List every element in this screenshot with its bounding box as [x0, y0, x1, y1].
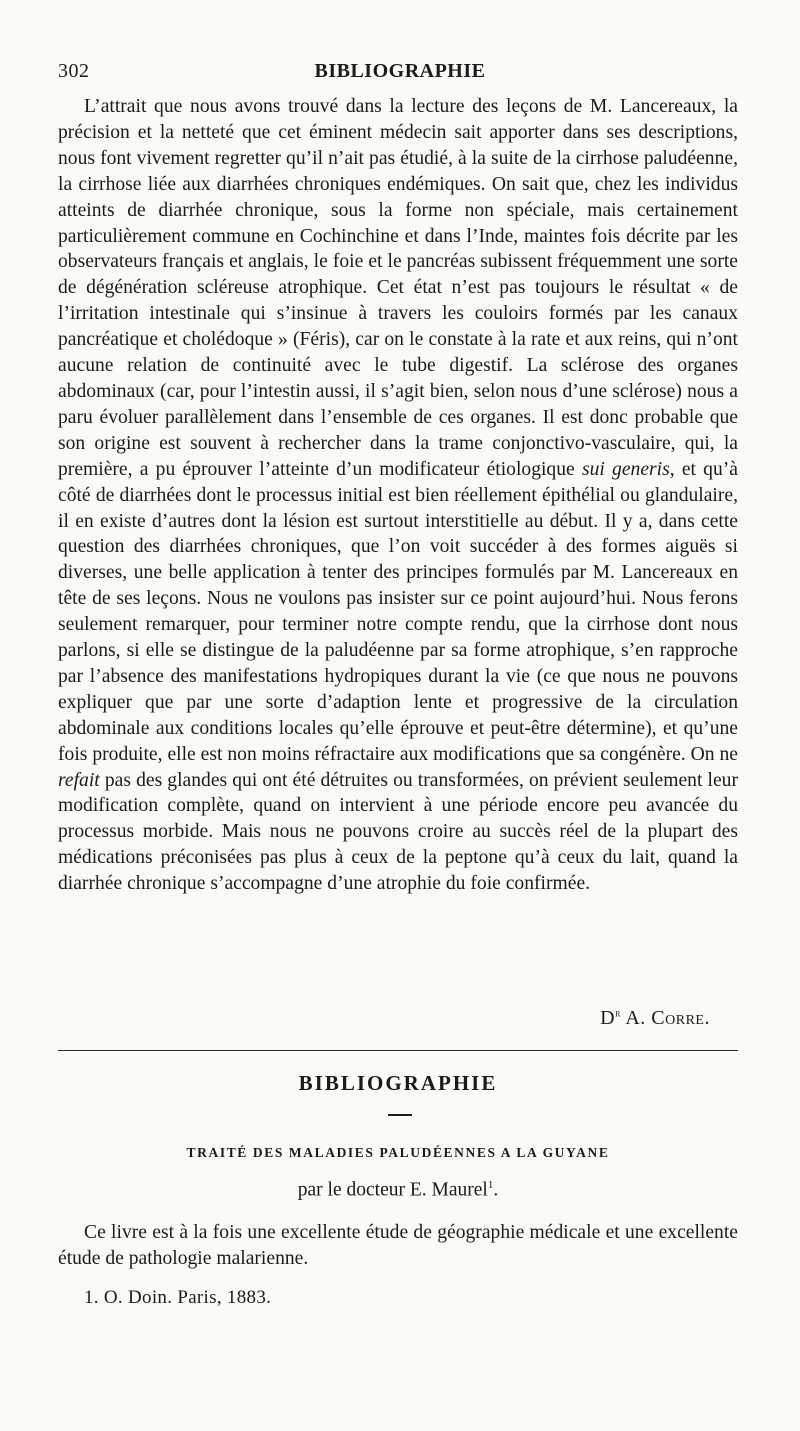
- signature-name: A. Corre.: [620, 1007, 710, 1029]
- book-title: TRAITÉ DES MALADIES PALUDÉENNES A LA GUYANE: [186, 1145, 610, 1160]
- footnote-ref: 1: [487, 1179, 494, 1191]
- footnote-text: O. Doin. Paris, 1883.: [98, 1287, 272, 1308]
- paragraph-text-2: , et qu’à côté de diarrhées dont le processus initial est bien réellement épithélial ou glandulaire, il en existe d’autres dont la lésion est surtout interstitielle au début. Il y a, dans cette question des diarrhées chroniques, que l’on voit succéder à des formes aiguës si diverses, une belle application à tenter des principes formulés par M. Lancereaux en tête de ses leçons. Nous ne voulons pas insister sur ce point aujourd’hui. Nous ferons seulement remarquer, pour terminer notre compte rendu, que la cirrhose dont nous parlons, si elle se distingue de la paludéenne par sa forme atrophique, s’en rapproche par l’absence des manifestations hydropiques durant la vie (ce que nous ne pouvons expliquer que par une sorte d’adaption lente et progressive de la circulation abdominale aux conditions locales qu’elle éprouve et peut-être détermine), et qu’une fois produite, elle est non moins réfractaire aux modifications que sa congénère. On ne: [58, 458, 738, 765]
- section-title: BIBLIOGRAPHIE: [298, 1071, 498, 1095]
- review-paragraph: Ce livre est à la fois une excellente étude de géographie médicale et une excellente étude de pathologie malarienne.: [58, 1222, 738, 1269]
- italic-phrase-sui-generis: sui generis: [581, 458, 670, 480]
- italic-word-refait: refait: [58, 769, 100, 791]
- signature-prefix: D: [600, 1007, 616, 1029]
- title-dash: [388, 1114, 412, 1116]
- signature-sup: r: [615, 1007, 621, 1020]
- author-line: par le docteur E. Maurel: [297, 1179, 488, 1201]
- section-divider: [58, 1050, 738, 1051]
- article-paragraph: [58, 94, 738, 897]
- footnote: [84, 1287, 271, 1309]
- paragraph-text-3: pas des glandes qui ont été détruites ou transformées, on prévient seulement leur modification complète, quand on intervient à une période encore peu avancée du processus morbide. Mais nous ne pouvons croire au succès réel de la plupart des médications préconisées pas plus à ceux de la peptone qu’à ceux du lait, quand la diarrhée chronique s’accompagne d’une atrophie du foie confirmée.: [58, 769, 738, 895]
- author-line-end: .: [493, 1179, 499, 1201]
- author-signature: [600, 1007, 710, 1030]
- page-number: 302: [58, 60, 90, 82]
- book-author: [58, 1179, 738, 1202]
- paragraph-text-1: L’attrait que nous avons trouvé dans la lecture des leçons de M. Lancereaux, la précision et la netteté que cet éminent médecin sait apporter dans ses descriptions, nous font vivement regretter qu’il n’ait pas étudié, à la suite de la cirrhose paludéenne, la cirrhose liée aux diarrhées chroniques endémiques. On sait que, chez les individus atteints de diarrhée chronique, sous la forme non spéciale, mais certainement particulièrement commune en Cochinchine et dans l’Inde, maintes fois décrite par les observateurs français et anglais, le foie et le pancréas subissent fréquemment une sorte de dégénération scléreuse atrophique. Cet état n’est pas toujours le résultat « de l’irritation intestinale qui s’insinue à travers les couloirs formés par les canaux pancréatique et cholédoque » (Féris), car on le constate à la rate et aux reins, qui n’ont aucune relation de continuité avec le tube digestif. La sclérose des organes abdominaux (car, pour l’intestin aussi, il s’agit bien, selon nous d’une sclérose) nous a paru évoluer parallèlement dans l’ensemble de ces organes. Il est donc probable que son origine est souvent à rechercher dans la trame conjonctivo-vasculaire, qui, la première, a pu éprouver l’atteinte d’un modificateur étiologique: [58, 96, 738, 480]
- running-title: BIBLIOGRAPHIE: [314, 60, 486, 82]
- footnote-mark: 1.: [84, 1287, 99, 1308]
